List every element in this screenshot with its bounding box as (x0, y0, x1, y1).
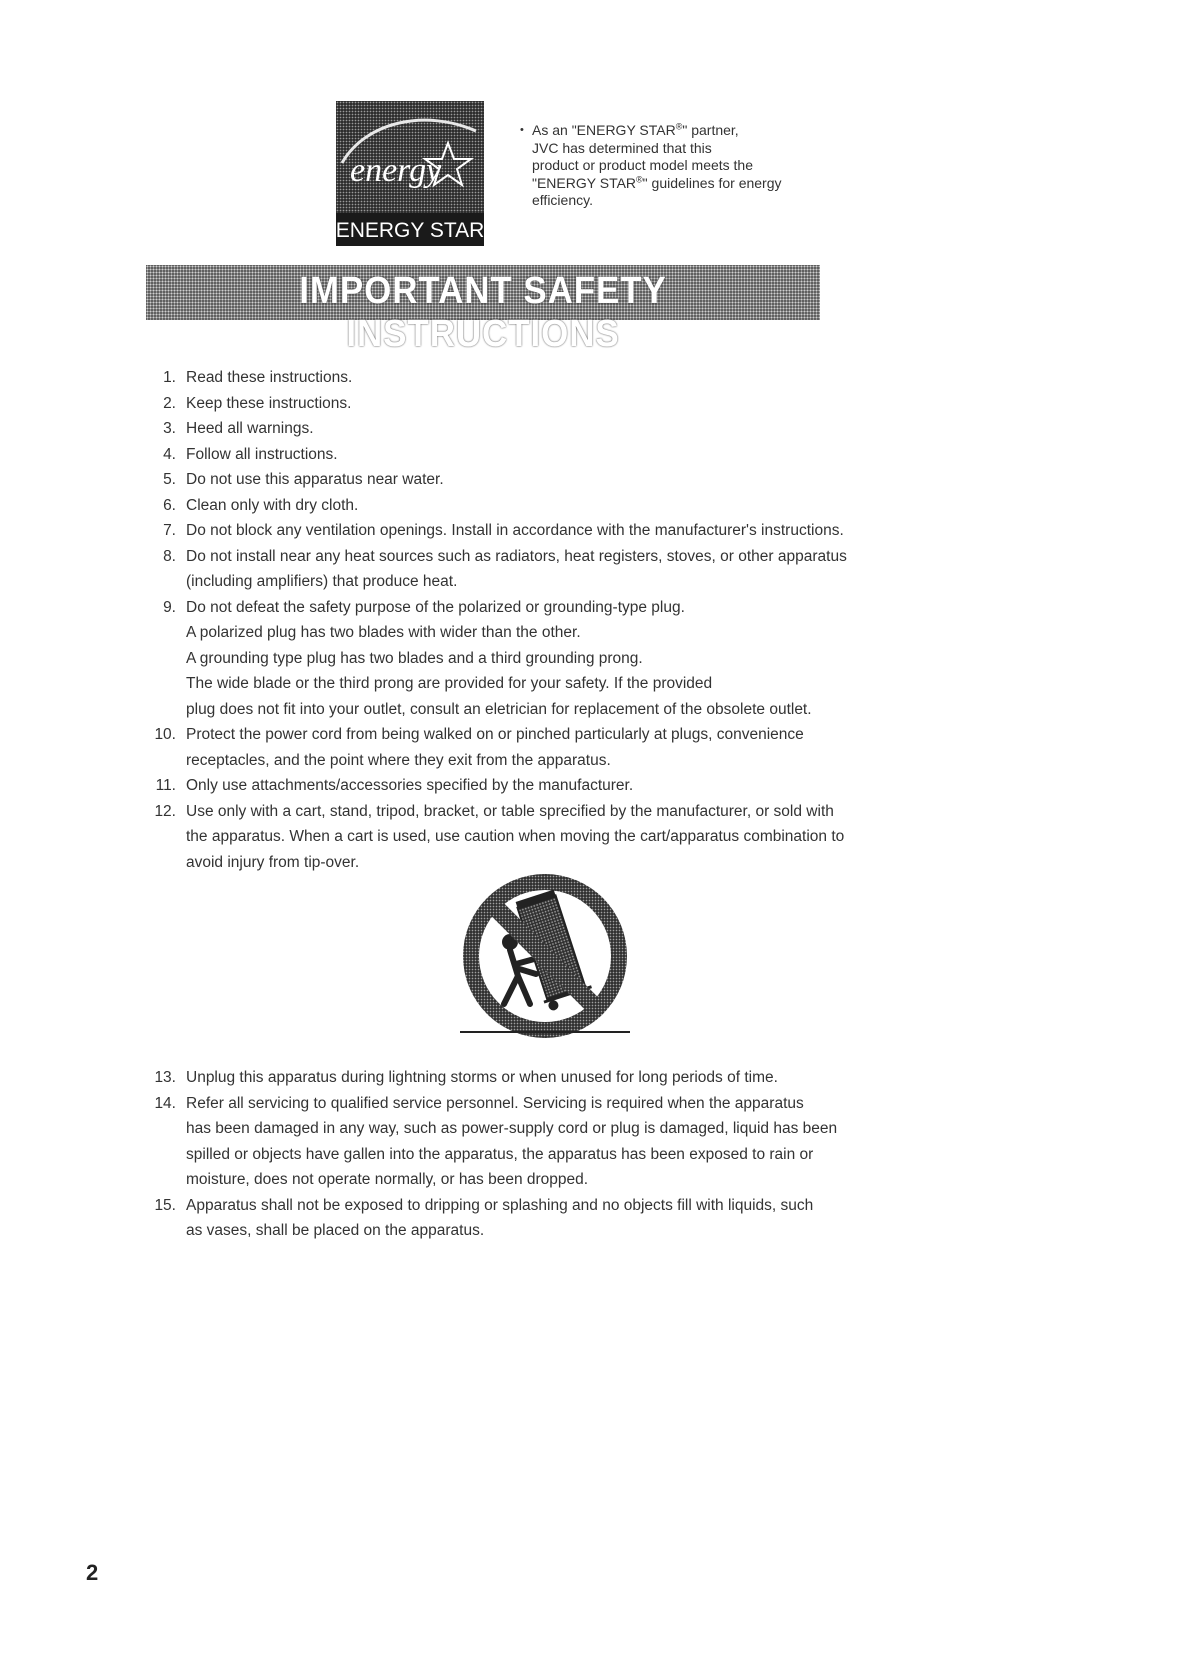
item-number: 11. (155, 777, 176, 794)
item-text: Keep these instructions. (186, 394, 352, 412)
page-number: 2 (86, 1560, 99, 1585)
item-text-continued: receptacles, and the point where they exit from the apparatus. (186, 751, 611, 769)
item-text: Only use attachments/accessories specified by the manufacturer. (186, 777, 634, 794)
energy-note-line: As an "ENERGY STAR®" partner, (532, 121, 739, 138)
list-item (150, 595, 980, 723)
list-item (150, 544, 980, 595)
item-number: 14. (154, 1094, 176, 1112)
item-number: 9. (163, 598, 176, 616)
item-text: Use only with a cart, stand, tripod, bracket, or table sprecified by the manufacturer, or sold with (186, 802, 834, 820)
list-item (150, 1193, 980, 1244)
item-text-continued: A grounding type plug has two blades and a third grounding prong. (186, 649, 643, 667)
item-number: 5. (163, 471, 176, 488)
item-text: Do not block any ventilation openings. Install in accordance with the manufacturer's instructions. (186, 522, 844, 539)
item-text: Do not install near any heat sources such as radiators, heat registers, stoves, or other apparatus (186, 547, 847, 565)
item-number: 6. (163, 496, 176, 514)
list-item (150, 518, 980, 544)
list-item (150, 416, 980, 442)
list-item (150, 467, 980, 493)
item-text-continued: the apparatus. When a cart is used, use caution when moving the cart/apparatus combination to (186, 828, 845, 845)
energy-star-label: ENERGY STAR (336, 219, 484, 242)
energy-star-note (520, 121, 862, 210)
item-text: Heed all warnings. (186, 420, 314, 437)
energy-note-line: "ENERGY STAR®" guidelines for energy (532, 173, 782, 191)
item-text-continued: spilled or objects have gallen into the apparatus, the apparatus has been exposed to rain or (186, 1145, 814, 1163)
item-number: 2. (163, 394, 176, 412)
cart-tipover-warning-icon (450, 872, 640, 1044)
list-item (150, 365, 980, 391)
list-item (150, 773, 980, 799)
energy-note-line: JVC has determined that this (532, 139, 712, 156)
item-text-continued: (including amplifiers) that produce heat. (186, 573, 458, 590)
item-text-continued: as vases, shall be placed on the apparatus. (186, 1222, 485, 1239)
energy-star-logo (336, 101, 484, 246)
item-text: Do not use this apparatus near water. (186, 471, 444, 488)
item-text: Unplug this apparatus during lightning storms or when unused for long periods of time. (186, 1069, 778, 1086)
item-text-continued: A polarized plug has two blades with wider than the other. (186, 624, 581, 641)
item-text: Read these instructions. (186, 369, 353, 386)
energy-note-line: product or product model meets the (532, 157, 754, 173)
item-number: 15. (154, 1196, 176, 1214)
item-number: 4. (163, 445, 176, 463)
list-item (150, 1091, 980, 1193)
item-text-continued: The wide blade or the third prong are provided for your safety. If the provided (186, 675, 713, 692)
section-banner (146, 265, 820, 355)
list-item (150, 442, 980, 468)
item-text-continued: avoid injury from tip-over. (186, 853, 360, 871)
item-number: 3. (163, 420, 176, 437)
list-item (150, 722, 980, 773)
item-text: Apparatus shall not be exposed to dripping or splashing and no objects fill with liquids, such (186, 1196, 814, 1214)
list-item (150, 799, 980, 876)
item-text-continued: plug does not fit into your outlet, consult an eletrician for replacement of the obsolete outlet. (186, 700, 812, 718)
list-item (150, 391, 980, 417)
list-item (150, 1065, 980, 1091)
item-number: 7. (163, 522, 176, 539)
item-text: Protect the power cord from being walked on or pinched particularly at plugs, convenience (186, 726, 804, 743)
item-text: Follow all instructions. (186, 445, 338, 463)
energy-note-line: efficiency. (532, 192, 593, 208)
item-text: Clean only with dry cloth. (186, 496, 359, 514)
instructions-list (150, 365, 980, 875)
item-number: 13. (154, 1069, 176, 1086)
bullet: • (520, 124, 524, 136)
item-text-continued: has been damaged in any way, such as power-supply cord or plug is damaged, liquid has been (186, 1120, 838, 1137)
item-number: 8. (163, 547, 176, 565)
list-item (150, 493, 980, 519)
instructions-list-continued (150, 1065, 980, 1244)
item-number: 10. (154, 726, 176, 743)
item-number: 12. (154, 802, 176, 820)
energy-script: energy (350, 152, 442, 189)
item-text: Do not defeat the safety purpose of the polarized or grounding-type plug. (186, 598, 685, 616)
item-number: 1. (163, 369, 176, 386)
item-text: Refer all servicing to qualified service personnel. Servicing is required when the apparatus (186, 1094, 804, 1112)
banner-title: IMPORTANT SAFETY INSTRUCTIONS (299, 270, 667, 355)
item-text-continued: moisture, does not operate normally, or has been dropped. (186, 1171, 589, 1188)
